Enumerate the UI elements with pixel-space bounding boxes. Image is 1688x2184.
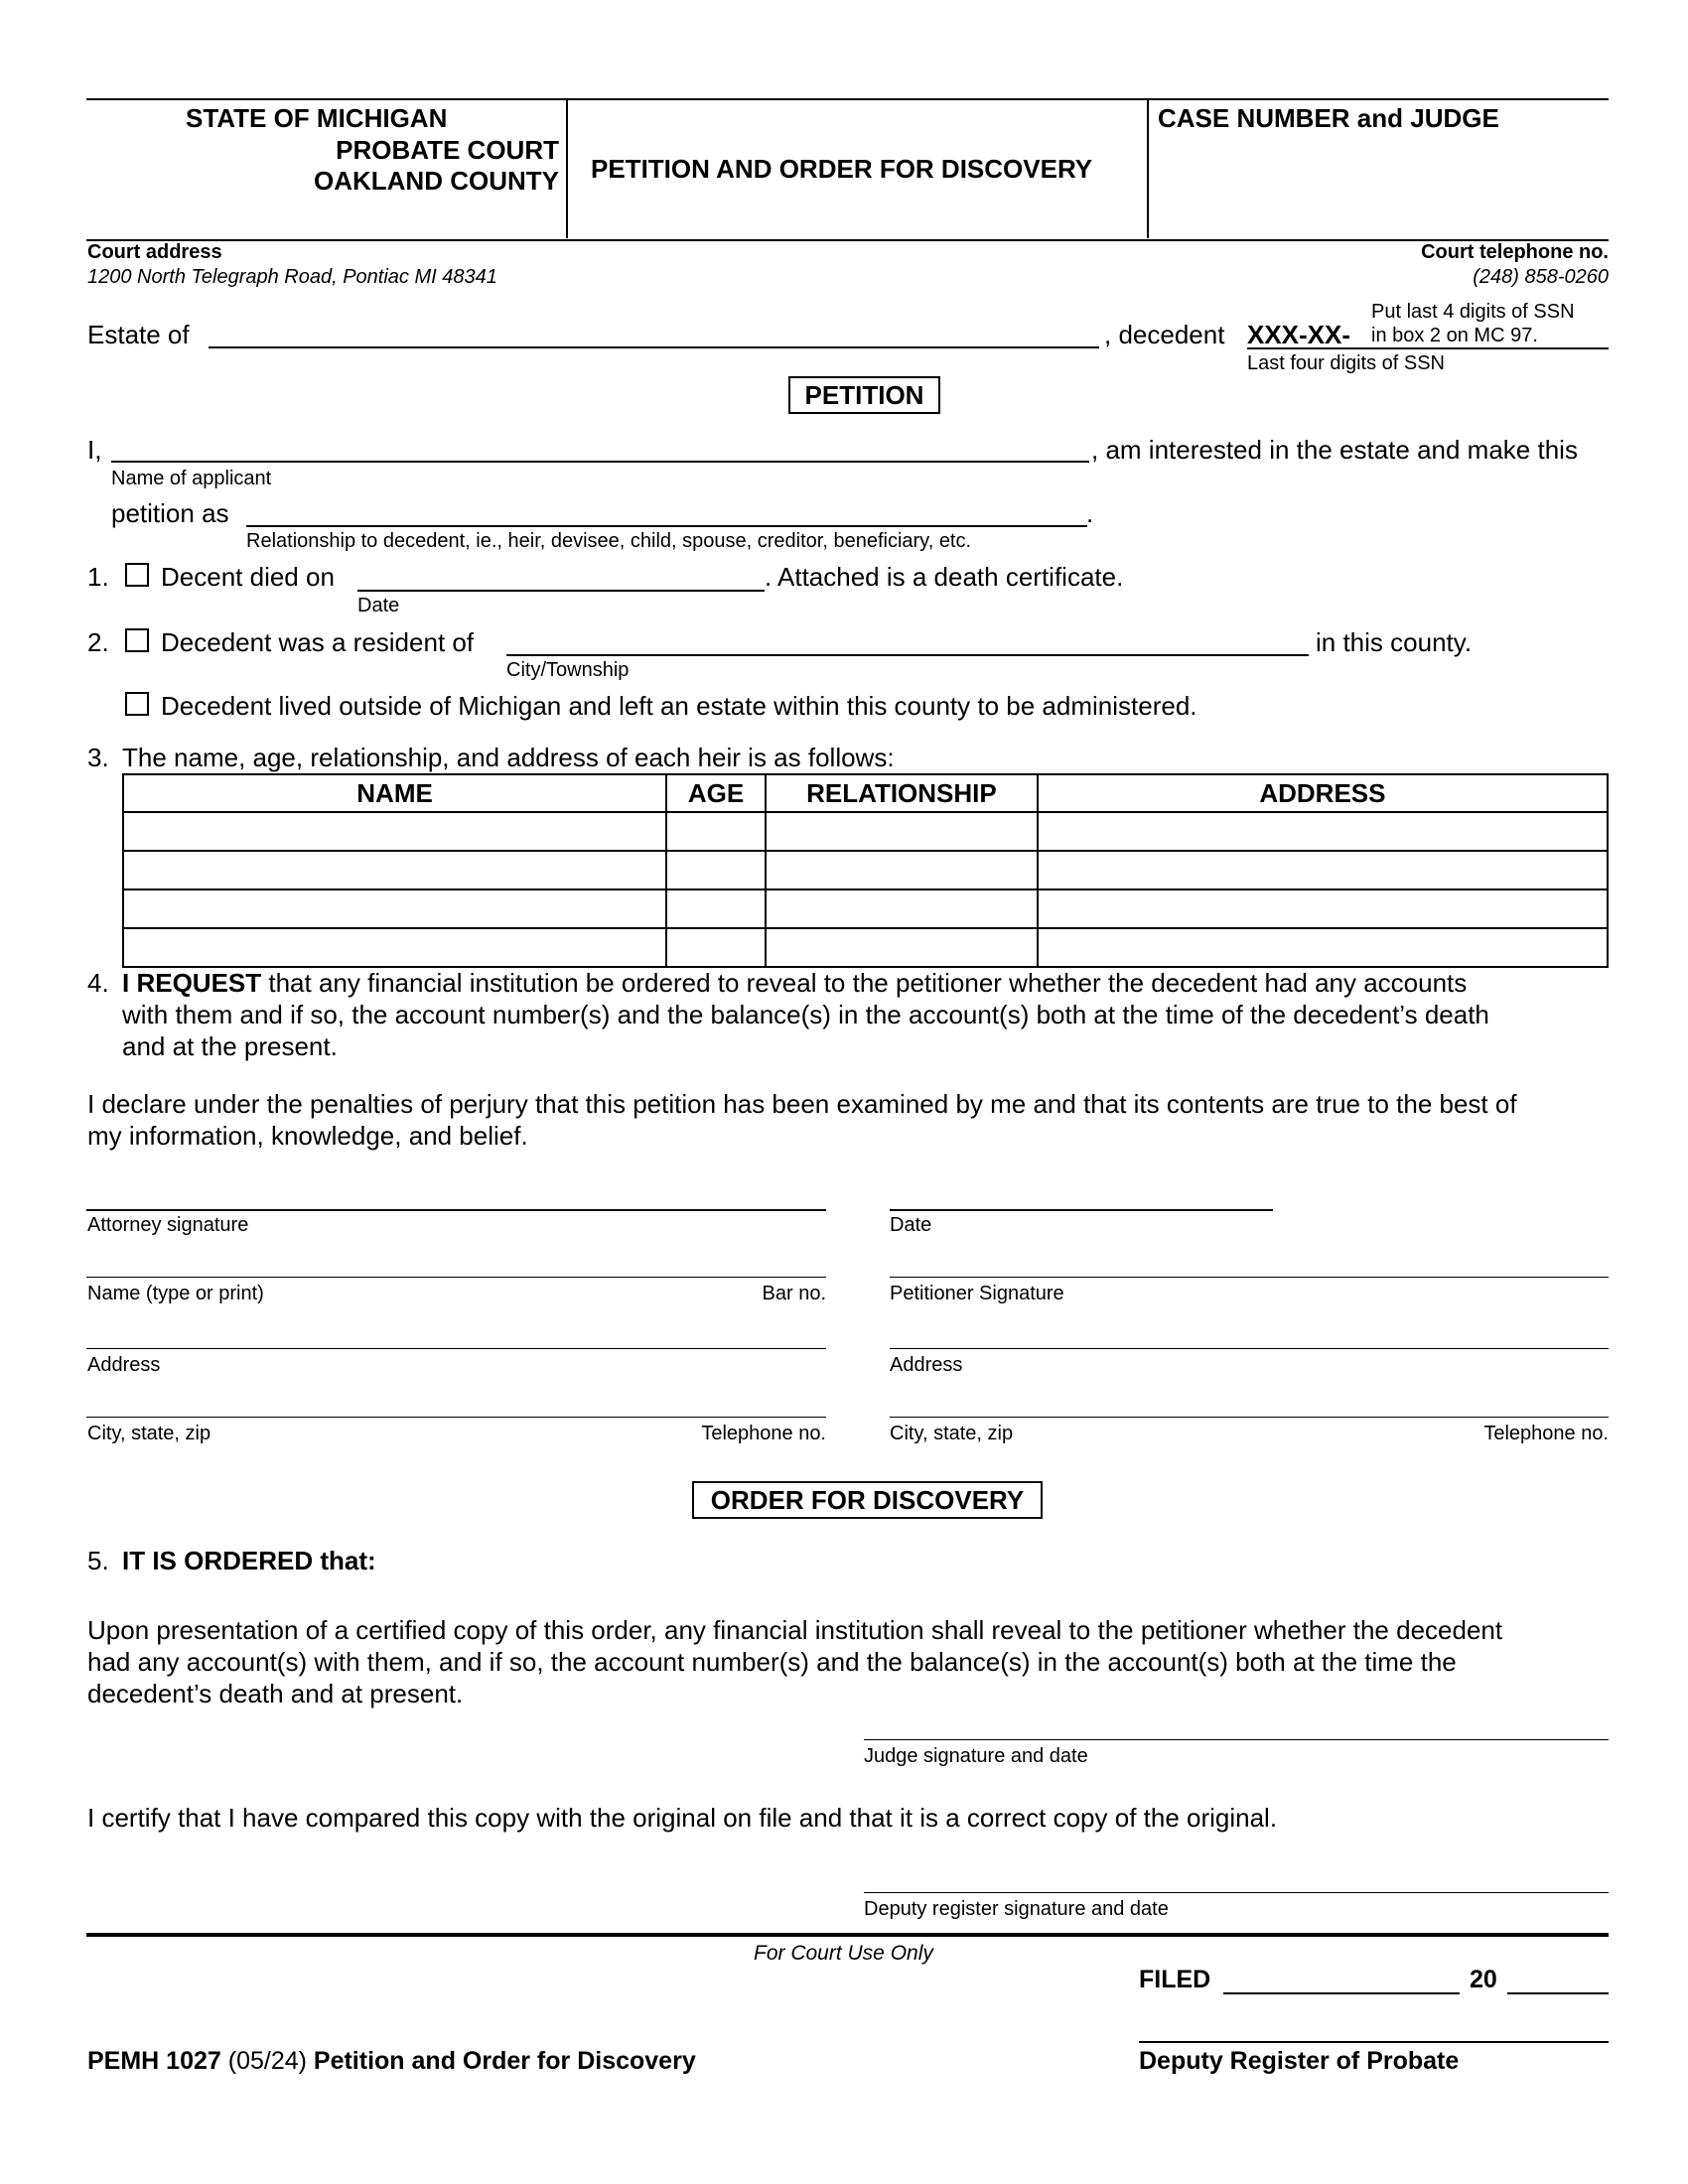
col-address: ADDRESS	[1038, 774, 1608, 812]
deputy-register-label: Deputy Register of Probate	[1139, 2047, 1460, 2075]
court-address-label: Court address	[87, 241, 222, 263]
heir-age-cell[interactable]	[666, 812, 766, 851]
table-row	[123, 851, 1608, 889]
petitioner-signature-line[interactable]	[890, 1277, 1609, 1278]
header-divider-left	[566, 98, 568, 238]
header-divider-right	[1147, 98, 1149, 238]
petitioner-phone-label: Telephone no.	[1483, 1423, 1609, 1444]
item1-tail: . Attached is a death certificate.	[765, 562, 1124, 592]
judge-signature-line[interactable]	[864, 1739, 1609, 1740]
heir-relationship-cell[interactable]	[766, 928, 1038, 967]
heir-name-cell[interactable]	[123, 928, 666, 967]
applicant-name-field[interactable]	[111, 461, 1089, 463]
petitioner-city-line[interactable]	[890, 1417, 1609, 1418]
petition-heading: PETITION	[788, 376, 940, 414]
attorney-signature-label: Attorney signature	[87, 1214, 249, 1236]
applicant-label: Name of applicant	[111, 468, 272, 489]
form-title: PETITION AND ORDER FOR DISCOVERY	[591, 154, 1093, 184]
heirs-header-row	[123, 774, 1608, 812]
signature-date-label: Date	[890, 1214, 932, 1236]
form-name: Petition and Order for Discovery	[313, 2047, 696, 2075]
filed-year-prefix: 20	[1470, 1966, 1497, 1993]
item2-number: 2.	[87, 627, 109, 657]
item2-text: Decedent was a resident of	[161, 627, 475, 657]
item2-tail: in this county.	[1316, 627, 1473, 657]
item4-line3: and at the present.	[122, 1031, 338, 1061]
filed-date-field[interactable]	[1223, 1992, 1460, 1994]
county-name: OAKLAND COUNTY	[314, 166, 559, 196]
heir-relationship-cell[interactable]	[766, 889, 1038, 928]
petition-as-label: petition as	[111, 498, 229, 528]
item1-text: Decent died on	[161, 562, 335, 592]
heir-age-cell[interactable]	[666, 851, 766, 889]
heir-name-cell[interactable]	[123, 851, 666, 889]
table-row	[123, 812, 1608, 851]
order-body-line1: Upon presentation of a certified copy of this order, any financial institution shall reveal to the petitioner whether the decedent	[87, 1615, 1503, 1645]
item4-line1: that any financial institution be ordered to reveal to the petitioner whether the decedent had any accounts	[261, 968, 1468, 998]
court-phone-label: Court telephone no.	[1421, 241, 1609, 263]
form-code: PEMH 1027	[87, 2047, 221, 2075]
form-id	[87, 2047, 696, 2076]
case-number-label: CASE NUMBER and JUDGE	[1158, 103, 1499, 133]
item3-number: 3.	[87, 743, 109, 772]
item4-number: 4.	[87, 968, 109, 998]
item5-text: IT IS ORDERED that:	[122, 1546, 376, 1575]
deputy-register-line[interactable]	[1139, 2041, 1609, 2043]
declare-line1: I declare under the penalties of perjury that this petition has been examined by me and that its contents are true to the best of	[87, 1089, 1517, 1119]
petitioner-city-label: City, state, zip	[890, 1423, 1014, 1444]
deputy-signature-label: Deputy register signature and date	[864, 1898, 1169, 1920]
form-date: (05/24)	[220, 2047, 314, 2075]
item4-line1-wrap	[122, 968, 1467, 999]
heir-address-cell[interactable]	[1038, 812, 1608, 851]
ssn-label: Last four digits of SSN	[1247, 352, 1445, 374]
heir-age-cell[interactable]	[666, 889, 766, 928]
attorney-city-label: City, state, zip	[87, 1423, 211, 1444]
relationship-label: Relationship to decedent, ie., heir, devisee, child, spouse, creditor, beneficiary, etc.	[246, 530, 972, 552]
heir-relationship-cell[interactable]	[766, 812, 1038, 851]
decedent-label: , decedent	[1104, 320, 1225, 349]
date-label: Date	[357, 595, 400, 616]
heir-address-cell[interactable]	[1038, 851, 1608, 889]
interested-text: , am interested in the estate and make this	[1091, 435, 1578, 465]
attorney-city-line[interactable]	[86, 1417, 826, 1418]
item2b-text: Decedent lived outside of Michigan and left an estate within this county to be administered.	[161, 691, 1197, 721]
col-relationship: RELATIONSHIP	[766, 774, 1038, 812]
item1-checkbox[interactable]	[125, 563, 149, 587]
estate-of-label: Estate of	[87, 320, 190, 349]
heir-name-cell[interactable]	[123, 889, 666, 928]
heir-age-cell[interactable]	[666, 928, 766, 967]
attorney-address-line[interactable]	[86, 1348, 826, 1349]
item4-line2: with them and if so, the account number(s) and the balance(s) in the account(s) both at the time of the decedent’s death	[122, 1000, 1489, 1029]
order-heading: ORDER FOR DISCOVERY	[692, 1481, 1043, 1519]
petition-as-period: .	[1086, 498, 1094, 528]
court-address: 1200 North Telegraph Road, Pontiac MI 48341	[87, 266, 497, 288]
court-name: PROBATE COURT	[336, 135, 559, 165]
item2b-checkbox[interactable]	[125, 692, 149, 716]
attorney-address-label: Address	[87, 1354, 161, 1376]
court-use-label: For Court Use Only	[754, 1942, 933, 1965]
ssn-note-1: Put last 4 digits of SSN	[1371, 301, 1575, 323]
filed-label: FILED	[1139, 1966, 1211, 1993]
footer-rule	[86, 1933, 1609, 1937]
attorney-phone-label: Telephone no.	[701, 1423, 826, 1444]
court-phone: (248) 858-0260	[1473, 266, 1609, 288]
item1-number: 1.	[87, 562, 109, 592]
residence-city-field[interactable]	[506, 654, 1309, 656]
petitioner-signature-label: Petitioner Signature	[890, 1283, 1064, 1304]
order-body-line2: had any account(s) with them, and if so, the account number(s) and the balance(s) in the account(s) both at the time the	[87, 1647, 1457, 1677]
petitioner-address-label: Address	[890, 1354, 963, 1376]
filed-year-field[interactable]	[1507, 1992, 1609, 1994]
date-signature-line[interactable]	[890, 1209, 1273, 1211]
ssn-prefix: XXX-XX-	[1247, 320, 1351, 349]
certify-text: I certify that I have compared this copy with the original on file and that it is a correct copy of the original.	[87, 1803, 1278, 1833]
item4-bold: I REQUEST	[122, 968, 262, 998]
relationship-field[interactable]	[246, 525, 1087, 527]
heir-address-cell[interactable]	[1038, 889, 1608, 928]
judge-signature-label: Judge signature and date	[864, 1745, 1088, 1767]
table-row	[123, 928, 1608, 967]
heir-name-cell[interactable]	[123, 812, 666, 851]
declare-line2: my information, knowledge, and belief.	[87, 1121, 528, 1151]
heirs-table	[122, 773, 1609, 968]
table-row	[123, 889, 1608, 928]
item5-number: 5.	[87, 1546, 109, 1575]
attorney-name-line[interactable]	[86, 1277, 826, 1278]
col-age: AGE	[666, 774, 766, 812]
death-date-field[interactable]	[357, 590, 765, 592]
heir-address-cell[interactable]	[1038, 928, 1608, 967]
petitioner-address-line[interactable]	[890, 1348, 1609, 1349]
state-name: STATE OF MICHIGAN	[186, 103, 448, 133]
ssn-note-2: in box 2 on MC 97.	[1371, 325, 1538, 346]
item2-checkbox[interactable]	[125, 628, 149, 652]
heir-relationship-cell[interactable]	[766, 851, 1038, 889]
estate-name-field[interactable]	[209, 346, 1099, 348]
item3-text: The name, age, relationship, and address of each heir is as follows:	[122, 743, 895, 772]
ssn-field[interactable]	[1247, 347, 1609, 349]
deputy-signature-line[interactable]	[864, 1892, 1609, 1893]
i-label: I,	[87, 435, 102, 465]
city-label: City/Township	[506, 659, 630, 681]
bar-no-label: Bar no.	[762, 1283, 826, 1304]
attorney-name-label: Name (type or print)	[87, 1283, 264, 1304]
col-name: NAME	[123, 774, 666, 812]
order-body-line3: decedent’s death and at present.	[87, 1679, 464, 1708]
attorney-signature-line[interactable]	[86, 1209, 826, 1211]
